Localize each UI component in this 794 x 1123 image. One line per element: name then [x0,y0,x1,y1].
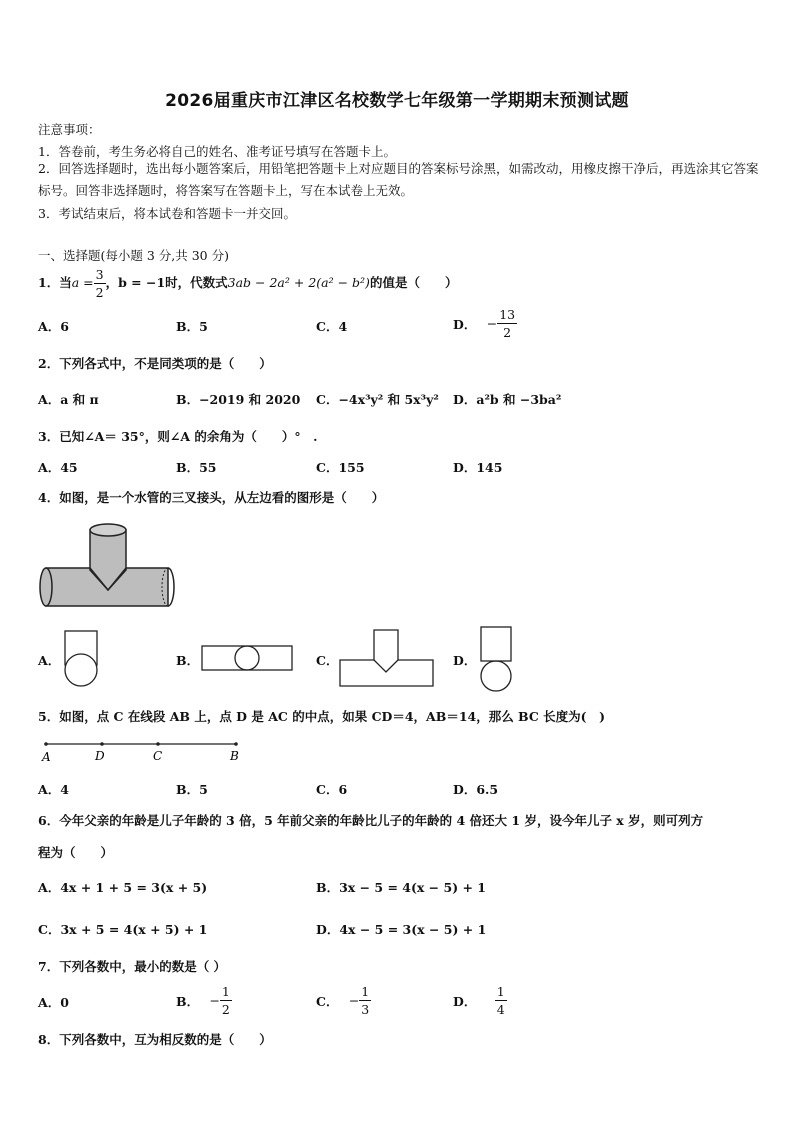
q4-option-b-label: B． [176,653,200,668]
point-label-c: C [153,749,163,763]
q4-option-a-label: A． [38,653,61,668]
point-label-d: D [95,749,105,763]
q7-c-den: 3 [361,1002,370,1017]
q7-d-den: 4 [496,1002,505,1017]
q1-frac-den: 2 [95,285,104,300]
q1-option-d-sign: − [486,316,498,331]
q7-option-b-fraction [220,983,232,1018]
q6-option-c: C．3x + 5 = 4(x + 5) + 1 [38,922,208,937]
question-7-stem: 7．下列各数中，最小的数是（ ） [38,959,227,974]
q1-option-a: A．6 [38,319,69,334]
question-1-stem [38,266,457,301]
point-label-b: B [230,749,239,763]
q7-option-d [453,983,507,1018]
notes-heading: 注意事项： [38,122,101,137]
page-title: 2026届重庆市江津区名校数学七年级第一学期期末预测试题 [165,91,629,111]
q7-d-num: 1 [496,984,505,999]
pipe-tee-figure [38,518,180,612]
q1-option-d-label: D． [453,316,477,332]
q3-option-a: A．45 [38,460,78,475]
q1-frac-num: 3 [95,267,104,282]
question-4-stem: 4．如图，是一个水管的三叉接头，从左边看的图形是（ ） [38,490,385,505]
q7-b-num: 1 [221,984,230,999]
q5-option-c: C．6 [316,782,348,797]
q6-option-b: B．3x − 5 = 4(x − 5) + 1 [316,880,486,895]
q2-option-d: D．a²b 和 −3ba² [453,392,562,407]
q7-option-c-label: C． [316,993,339,1009]
question-6-stem-line-1: 6．今年父亲的年龄是儿子年龄的 3 倍，5 年前父亲的年龄比儿子的年龄的 4 倍还大 1 岁，设今年儿子 x 岁，则可列方 [38,813,704,828]
q7-option-c-sign: − [348,993,360,1008]
q1-fraction [94,266,106,301]
q7-c-num: 1 [361,984,370,999]
q5-option-b: B．5 [176,782,208,797]
q1-a-eq: a = [71,275,94,290]
point-label-a: A [42,750,51,764]
question-3-stem: 3．已知∠A＝ 35°，则∠A 的余角为（ ）° . [38,429,318,444]
q4-option-c-figure [338,626,436,690]
q2-option-c: C．−4x³y² 和 5x³y² [316,392,439,407]
q3-option-b: B．55 [176,460,217,475]
note-item-1: 1．答卷前，考生务必将自己的姓名、准考证号填写在答题卡上。 [38,144,396,159]
q5-option-a: A．4 [38,782,69,797]
question-6-stem-line-2: 程为（ ） [38,845,114,860]
q7-option-c-fraction [359,983,371,1018]
q7-option-b [176,983,232,1018]
segment-figure [38,736,244,766]
q1-d-den: 2 [503,325,512,340]
q4-option-c-label: C． [316,653,339,668]
q6-option-a: A．4x + 1 + 5 = 3(x + 5) [38,880,208,895]
q7-option-b-label: B． [176,993,200,1009]
q2-option-a: A．a 和 π [38,392,99,407]
q4-option-d-figure [476,624,516,694]
q7-option-d-label: D． [453,993,477,1009]
q1-option-d-fraction [497,306,517,341]
section-heading: 一、选择题(每小题 3 分,共 30 分) [38,248,229,263]
q3-option-d: D．145 [453,460,503,475]
q1-option-d [453,306,517,341]
q1-d-num: 13 [499,307,516,322]
q1-pre: 1．当 [38,275,72,290]
note-item-2: 2．回答选择题时，选出每小题答案后，用铅笔把答题卡上对应题目的答案标号涂黑，如需改动，用橡皮擦干净后，再选涂其它答案标号。回答非选择题时，将答案写在答题卡上，写在本试卷上无效。 [38,161,759,198]
q1-b-part: ，b = −1时，代数式 [105,275,228,290]
q4-option-b-figure [200,642,294,674]
q7-option-a: A．0 [38,995,69,1010]
q7-option-c [316,983,371,1018]
q3-option-c: C．155 [316,460,365,475]
q4-option-a-figure [60,628,102,690]
question-2-stem: 2．下列各式中，不是同类项的是（ ） [38,356,272,371]
question-8-stem: 8．下列各数中，互为相反数的是（ ） [38,1032,272,1047]
q4-option-d-label: D． [453,653,477,668]
q2-option-b: B．−2019 和 2020 [176,392,301,407]
q1-option-c: C．4 [316,319,348,334]
question-5-stem: 5．如图，点 C 在线段 AB 上，点 D 是 AC 的中点，如果 CD＝4，AB＝14，那么 BC 长度为( ) [38,709,605,724]
q6-option-d: D．4x − 5 = 3(x − 5) + 1 [316,922,487,937]
q7-option-b-sign: − [209,993,220,1008]
q7-option-d-fraction [495,983,507,1018]
q1-expression: 3ab − 2a² + 2(a² − b²) [227,275,370,290]
q1-post: 的值是（ ） [369,275,458,290]
q5-option-d: D．6.5 [453,782,499,797]
q7-b-den: 2 [221,1002,230,1017]
note-item-3: 3．考试结束后，将本试卷和答题卡一并交回。 [38,206,296,221]
q1-option-b: B．5 [176,319,208,334]
